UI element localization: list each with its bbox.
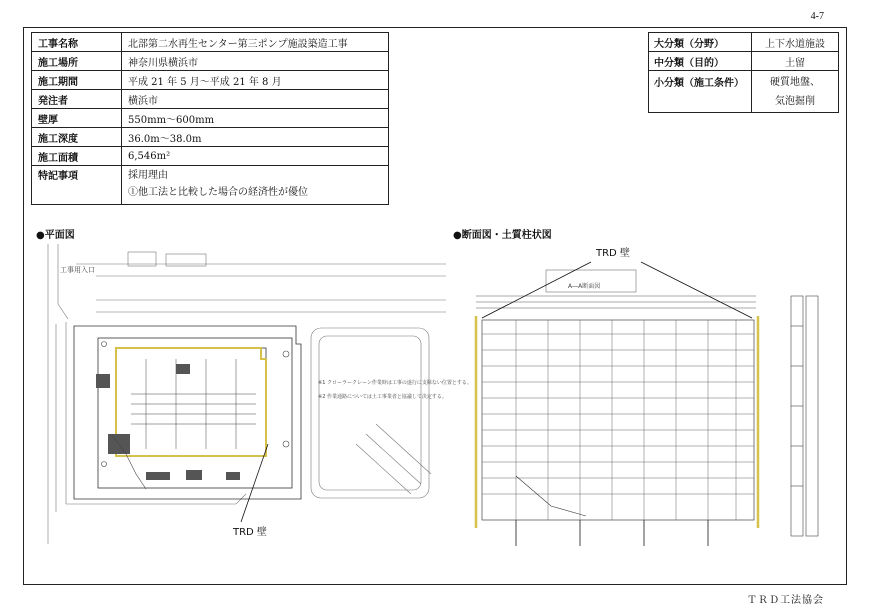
info-row xyxy=(32,109,389,128)
info-row xyxy=(32,33,389,52)
section-drawing-caption: A―A断面図 xyxy=(568,283,601,290)
info-value xyxy=(122,166,389,205)
classification-value: 土留 xyxy=(752,52,839,71)
classification-value xyxy=(752,71,839,113)
info-label: 施工場所 xyxy=(32,52,122,71)
info-value: 550mm～600mm xyxy=(122,109,389,128)
classification-row xyxy=(649,33,839,52)
plan-view-drawing xyxy=(36,244,472,544)
info-value: 平成 21 年 5 月～平成 21 年 8 月 xyxy=(122,71,389,90)
info-row xyxy=(32,90,389,109)
footer-organization: ＴＲＤ工法協会 xyxy=(747,595,824,606)
info-value: 神奈川県横浜市 xyxy=(122,52,389,71)
info-label: 工事名称 xyxy=(32,33,122,52)
classification-line: 気泡掘削 xyxy=(775,96,815,107)
classification-label: 大分類（分野） xyxy=(649,33,752,52)
plan-trd-label: TRD 壁 xyxy=(233,527,267,538)
info-value: 36.0m～38.0m xyxy=(122,128,389,147)
info-value: 北部第二水再生センター第三ポンプ施設築造工事 xyxy=(122,33,389,52)
info-row xyxy=(32,166,389,205)
classification-label: 小分類（施工条件） xyxy=(649,71,752,113)
info-label: 施工期間 xyxy=(32,71,122,90)
classification-table xyxy=(648,32,839,113)
info-row xyxy=(32,71,389,90)
classification-line: 硬質地盤、 xyxy=(770,77,820,88)
classification-value: 上下水道施設 xyxy=(752,33,839,52)
info-value: 横浜市 xyxy=(122,90,389,109)
entrance-label: 工事用入口 xyxy=(60,266,95,274)
info-row xyxy=(32,52,389,71)
classification-label: 中分類（目的） xyxy=(649,52,752,71)
section-view-title: ●断面図・土質柱状図 xyxy=(453,230,552,241)
page-number: 4-7 xyxy=(810,11,824,22)
info-label: 壁厚 xyxy=(32,109,122,128)
special-note-line: 採用理由 xyxy=(128,170,168,181)
info-label: 特記事項 xyxy=(32,166,122,205)
project-info-table xyxy=(31,32,389,205)
special-note-line: ①他工法と比較した場合の経済性が優位 xyxy=(128,187,308,198)
plan-note-2: ※2 作業通路については土工事業者と協議して決定する。 xyxy=(318,394,447,400)
plan-note-1: ※1 クローラークレーン作業時は工事の遂行に支障ない位置とする。 xyxy=(318,380,472,386)
plan-view-title: ●平面図 xyxy=(36,230,75,241)
info-label: 発注者 xyxy=(32,90,122,109)
info-value: 6,546m² xyxy=(122,147,389,166)
section-view-drawing xyxy=(456,256,836,554)
classification-row xyxy=(649,71,839,113)
info-label: 施工面積 xyxy=(32,147,122,166)
info-row xyxy=(32,128,389,147)
info-row xyxy=(32,147,389,166)
section-trd-label: TRD 壁 xyxy=(596,248,630,259)
classification-row xyxy=(649,52,839,71)
info-label: 施工深度 xyxy=(32,128,122,147)
